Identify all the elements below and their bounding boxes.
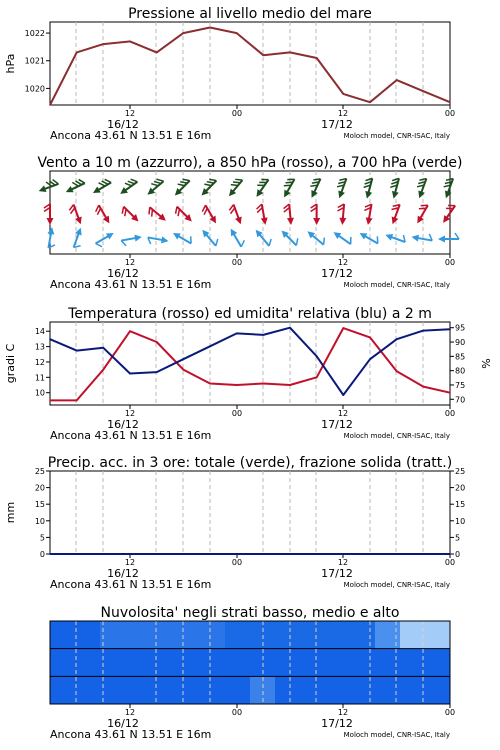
chart-title-4: Precip. acc. in 3 ore: totale (verde), frazione solida (tratt.): [47, 455, 453, 471]
y2-tick-label-3-5: 95: [455, 323, 466, 333]
date-label-2-1: 17/12: [321, 267, 353, 280]
cloud-cell-basso-7: [225, 676, 250, 704]
data-point-1-0-2: [103, 43, 105, 45]
x-tick-label-1-1: 00: [231, 109, 243, 118]
barb-head: [38, 185, 47, 194]
barb-head: [364, 217, 372, 225]
wind-barb-1-12: [362, 203, 375, 225]
wind-barb-0-15: [440, 176, 456, 199]
x-tick-label-2-3: 00: [444, 258, 456, 267]
wind-barb-0-8: [252, 176, 272, 199]
data-point-4-0-7: [236, 553, 238, 555]
wind-barb-1-11: [336, 204, 347, 226]
x-tick-label-4-3: 00: [444, 558, 456, 567]
wind-barb-1-13: [387, 202, 403, 225]
x-tick-label-4-1: 00: [231, 558, 243, 567]
data-point-1-0-14: [423, 90, 425, 92]
series-line-1-0: [50, 28, 450, 106]
data-point-1-0-6: [209, 27, 211, 29]
cloud-cell-medio-3: [125, 649, 150, 677]
data-point-3-0-11: [343, 327, 345, 329]
wind-barb-0-1: [63, 178, 86, 195]
barb-head: [47, 227, 55, 235]
wind-barb-2-2: [94, 230, 117, 249]
y-tick-label-3-1: 11: [34, 373, 45, 383]
wind-barb-0-12: [361, 177, 376, 200]
data-point-3-1-0: [49, 338, 51, 340]
wind-barb-2-15: [438, 233, 459, 243]
wind-barb-0-7: [224, 176, 245, 198]
data-point-3-0-13: [396, 370, 398, 372]
date-label-5-0: 16/12: [107, 717, 139, 730]
y-tick-label-3-2: 12: [34, 357, 45, 367]
model-credit-2: Moloch model, CNR-ISAC, Italy: [343, 281, 450, 289]
data-point-1-0-0: [49, 104, 51, 106]
cloud-cell-medio-2: [100, 649, 125, 677]
cloud-cell-alto-0: [50, 621, 75, 649]
data-point-4-0-9: [289, 553, 291, 555]
cloud-cell-medio-0: [50, 649, 75, 677]
barb-head: [416, 191, 425, 200]
y-tick-label-4-2: 10: [34, 516, 45, 526]
x-tick-label-1-2: 12: [337, 109, 349, 118]
cloud-cell-medio-7: [225, 649, 250, 677]
cloud-cell-alto-6: [200, 621, 225, 649]
cloud-cell-alto-15: [425, 621, 450, 649]
wind-barb-2-1: [70, 227, 86, 250]
data-point-3-0-2: [103, 369, 105, 371]
date-label-4-0: 16/12: [107, 567, 139, 580]
wind-barb-2-4: [147, 234, 169, 247]
data-point-3-1-14: [423, 330, 425, 332]
cloud-cell-basso-14: [400, 676, 425, 704]
wind-barb-1-10: [311, 204, 321, 225]
cloud-cell-alto-10: [300, 621, 325, 649]
data-point-3-1-8: [263, 334, 265, 336]
location-label-3: Ancona 43.61 N 13.51 E 16m: [50, 429, 212, 442]
data-point-3-0-3: [129, 330, 131, 332]
y2-tick-label-3-2: 80: [455, 366, 466, 376]
data-point-1-0-7: [236, 32, 238, 34]
y-tick-label-4-0: 0: [39, 550, 45, 559]
wind-barb-0-2: [90, 177, 113, 196]
data-point-3-0-10: [316, 377, 318, 379]
x-tick-label-3-0: 12: [124, 409, 136, 418]
model-credit-5: Moloch model, CNR-ISAC, Italy: [343, 731, 450, 739]
data-point-3-0-7: [236, 384, 238, 386]
data-point-1-0-15: [449, 101, 451, 103]
cloud-cell-basso-2: [100, 676, 125, 704]
wind-barb-2-11: [331, 227, 354, 247]
data-point-3-0-8: [263, 383, 265, 385]
cloud-cell-medio-15: [425, 649, 450, 677]
wind-barb-1-8: [256, 204, 269, 226]
cloud-cell-alto-13: [375, 621, 400, 649]
barb-head: [358, 230, 368, 240]
cloud-cell-medio-9: [275, 649, 300, 677]
x-tick-label-2-2: 12: [337, 258, 349, 267]
barb-head: [103, 216, 113, 226]
data-point-4-0-2: [103, 553, 105, 555]
cloud-cell-alto-3: [125, 621, 150, 649]
data-point-3-1-4: [156, 371, 158, 373]
wind-barb-0-9: [279, 176, 298, 199]
data-point-4-0-6: [209, 553, 211, 555]
data-point-1-0-4: [156, 52, 158, 54]
y2-tick-label-4-2: 10: [455, 516, 466, 526]
x-tick-label-4-2: 12: [337, 558, 349, 567]
barb-head: [235, 217, 244, 226]
date-label-3-1: 17/12: [321, 418, 353, 431]
model-credit-1: Moloch model, CNR-ISAC, Italy: [343, 132, 450, 140]
data-point-3-1-13: [396, 338, 398, 340]
data-point-1-0-5: [183, 32, 185, 34]
cloud-cell-medio-13: [375, 649, 400, 677]
data-point-3-0-6: [209, 383, 211, 385]
data-point-4-0-0: [49, 553, 51, 555]
cloud-cell-medio-11: [325, 649, 350, 677]
data-point-3-1-9: [289, 327, 291, 329]
data-point-1-0-10: [316, 57, 318, 59]
barb-head: [389, 217, 398, 226]
y-tick-label-4-5: 25: [34, 467, 45, 476]
y2-tick-label-3-4: 90: [455, 338, 466, 348]
data-point-3-1-7: [236, 333, 238, 335]
y-tick-label-3-0: 10: [34, 388, 45, 398]
x-tick-label-1-0: 12: [124, 109, 136, 118]
data-point-3-1-11: [343, 394, 345, 396]
barb-head: [171, 230, 181, 240]
data-point-1-0-12: [369, 101, 371, 103]
cloud-cell-basso-15: [425, 676, 450, 704]
barb-head: [287, 218, 295, 226]
barb-head: [313, 218, 320, 225]
y-tick-label-3-3: 13: [34, 342, 45, 352]
cloud-cell-basso-6: [200, 676, 225, 704]
x-tick-label-1-3: 00: [444, 109, 456, 118]
model-credit-3: Moloch model, CNR-ISAC, Italy: [343, 432, 450, 440]
cloud-cell-basso-1: [75, 676, 100, 704]
barb-head: [134, 233, 142, 241]
data-point-3-1-5: [183, 358, 185, 360]
data-point-3-0-0: [49, 400, 51, 402]
wind-barb-2-7: [228, 226, 247, 249]
barb-head: [384, 232, 393, 241]
plot-frame-4: [50, 471, 450, 554]
cloud-cell-alto-14: [400, 621, 425, 649]
cloud-cell-medio-10: [300, 649, 325, 677]
series-line-3-0: [50, 328, 450, 400]
location-label-1: Ancona 43.61 N 13.51 E 16m: [50, 129, 212, 142]
wind-barb-0-13: [388, 177, 403, 200]
cloud-cell-alto-2: [100, 621, 125, 649]
cloud-cell-alto-4: [150, 621, 175, 649]
cloud-cell-alto-12: [350, 621, 375, 649]
data-point-3-0-1: [76, 400, 78, 402]
data-point-4-0-5: [183, 553, 185, 555]
data-point-4-0-8: [263, 553, 265, 555]
y-tick-label-4-4: 20: [34, 483, 45, 493]
date-label-1-1: 17/12: [321, 118, 353, 131]
y2-tick-label-3-0: 70: [455, 395, 466, 405]
data-point-4-0-13: [396, 553, 398, 555]
barb-head: [161, 236, 169, 244]
cloud-cell-medio-14: [400, 649, 425, 677]
date-label-1-0: 16/12: [107, 118, 139, 131]
cloud-cell-medio-4: [150, 649, 175, 677]
data-point-1-0-1: [76, 52, 78, 54]
cloud-cell-basso-13: [375, 676, 400, 704]
data-point-1-0-8: [263, 54, 265, 56]
cloud-cell-basso-5: [175, 676, 200, 704]
date-label-2-0: 16/12: [107, 267, 139, 280]
data-point-4-0-11: [343, 553, 345, 555]
data-point-3-1-15: [449, 328, 451, 330]
chart-title-5: Nuvolosita' negli strati basso, medio e alto: [100, 605, 400, 621]
y2-tick-label-4-1: 5: [455, 533, 461, 543]
cloud-cell-basso-12: [350, 676, 375, 704]
data-point-3-0-9: [289, 384, 291, 386]
data-point-3-1-10: [316, 356, 318, 358]
y-tick-label-1-1: 1021: [24, 56, 45, 66]
data-point-3-1-6: [209, 346, 211, 348]
cloud-cell-alto-1: [75, 621, 100, 649]
cloud-cell-medio-5: [175, 649, 200, 677]
data-point-4-0-15: [449, 553, 451, 555]
y2-tick-label-3-1: 75: [455, 380, 466, 390]
cloud-cell-basso-3: [125, 676, 150, 704]
cloud-cell-alto-7: [225, 621, 250, 649]
y2-tick-label-4-5: 25: [455, 467, 466, 476]
data-point-4-0-10: [316, 553, 318, 555]
cloud-cell-alto-5: [175, 621, 200, 649]
y2-axis-label-3: %: [480, 358, 493, 369]
barb-head: [209, 216, 219, 226]
y-axis-label-4: mm: [4, 501, 17, 524]
cloud-cell-medio-6: [200, 649, 225, 677]
x-tick-label-2-1: 00: [231, 258, 243, 267]
barb-head: [390, 191, 399, 200]
location-label-5: Ancona 43.61 N 13.51 E 16m: [50, 728, 212, 741]
wind-barb-0-14: [414, 176, 430, 199]
date-label-4-1: 17/12: [321, 567, 353, 580]
wind-barb-1-9: [283, 204, 294, 226]
y2-tick-label-4-4: 20: [455, 483, 466, 493]
wind-barb-0-5: [171, 176, 193, 198]
wind-barb-0-0: [37, 178, 60, 194]
chart-title-1: Pressione al livello medio del mare: [128, 6, 372, 22]
y2-tick-label-4-0: 0: [455, 550, 461, 559]
data-point-1-0-3: [129, 41, 131, 43]
date-label-5-1: 17/12: [321, 717, 353, 730]
y-tick-label-4-3: 15: [34, 500, 45, 510]
data-point-4-0-14: [423, 553, 425, 555]
wind-barb-2-14: [411, 231, 433, 244]
data-point-3-0-14: [423, 386, 425, 388]
x-tick-label-3-3: 00: [444, 409, 456, 418]
cloud-cell-alto-11: [325, 621, 350, 649]
cloud-cell-basso-10: [300, 676, 325, 704]
wind-barb-0-10: [306, 176, 323, 199]
barb-head: [228, 227, 238, 237]
data-point-3-0-12: [369, 337, 371, 339]
wind-barb-1-0: [44, 204, 54, 225]
model-credit-4: Moloch model, CNR-ISAC, Italy: [343, 581, 450, 589]
data-point-3-0-5: [183, 369, 185, 371]
y-tick-label-1-2: 1022: [24, 29, 45, 39]
wind-barb-2-3: [121, 233, 143, 246]
x-tick-label-2-0: 12: [124, 258, 136, 267]
data-point-4-0-3: [129, 553, 131, 555]
cloud-cell-basso-0: [50, 676, 75, 704]
data-point-3-1-2: [103, 347, 105, 349]
data-point-3-1-1: [76, 350, 78, 352]
x-tick-label-3-2: 12: [337, 409, 349, 418]
wind-barb-0-4: [144, 177, 166, 198]
data-point-4-0-1: [76, 553, 78, 555]
data-point-3-1-12: [369, 358, 371, 360]
barb-head: [106, 230, 116, 240]
location-label-2: Ancona 43.61 N 13.51 E 16m: [50, 278, 212, 291]
wind-barb-2-12: [358, 228, 381, 247]
y-tick-label-4-1: 5: [39, 533, 45, 543]
x-tick-label-5-2: 12: [337, 708, 349, 717]
wind-barb-1-5: [173, 204, 195, 226]
y-tick-label-3-4: 14: [34, 327, 45, 337]
chart-title-2: Vento a 10 m (azzurro), a 850 hPa (rosso), a 700 hPa (verde): [37, 155, 463, 171]
x-tick-label-5-3: 00: [444, 708, 456, 717]
wind-barb-1-15: [438, 202, 458, 225]
data-point-3-0-4: [156, 341, 158, 343]
y2-tick-label-4-3: 15: [455, 500, 466, 510]
barb-head: [336, 191, 345, 200]
cloud-cell-basso-9: [275, 676, 300, 704]
wind-barb-0-11: [334, 176, 350, 199]
data-point-1-0-9: [289, 52, 291, 54]
wind-barb-1-14: [412, 202, 431, 225]
wind-barb-2-0: [45, 227, 58, 249]
data-point-1-0-13: [396, 79, 398, 81]
cloud-cell-medio-12: [350, 649, 375, 677]
barb-head: [438, 236, 445, 243]
data-point-1-0-11: [343, 93, 345, 95]
y-axis-label-1: hPa: [4, 53, 17, 74]
plot-frame-1: [50, 22, 450, 105]
barb-head: [339, 218, 347, 226]
x-tick-label-4-0: 12: [124, 558, 136, 567]
barb-head: [91, 186, 101, 196]
y-tick-label-1-0: 1020: [24, 84, 45, 94]
data-point-3-0-15: [449, 392, 451, 394]
cloud-cell-basso-4: [150, 676, 175, 704]
date-label-3-0: 16/12: [107, 418, 139, 431]
wind-barb-0-3: [117, 177, 140, 197]
barb-head: [64, 186, 73, 195]
y-axis-label-3: gradi C: [4, 343, 17, 384]
location-label-4: Ancona 43.61 N 13.51 E 16m: [50, 578, 212, 591]
data-point-3-1-3: [129, 373, 131, 375]
data-point-4-0-12: [369, 553, 371, 555]
x-tick-label-3-1: 00: [231, 409, 243, 418]
cloud-cell-medio-1: [75, 649, 100, 677]
wind-barb-1-4: [146, 205, 168, 226]
wind-barb-0-6: [197, 176, 219, 198]
cloud-cell-basso-11: [325, 676, 350, 704]
x-tick-label-5-0: 12: [124, 708, 136, 717]
cloud-cell-alto-9: [275, 621, 300, 649]
chart-title-3: Temperatura (rosso) ed umidita' relativa (blu) a 2 m: [68, 306, 432, 322]
barb-head: [261, 217, 269, 225]
wind-barb-1-3: [119, 204, 141, 226]
barb-head: [281, 190, 291, 200]
barb-head: [414, 216, 424, 226]
barb-head: [364, 191, 373, 200]
barb-head: [411, 233, 419, 241]
x-tick-label-5-1: 00: [231, 708, 243, 717]
y2-tick-label-3-3: 85: [455, 352, 466, 362]
barb-head: [47, 218, 54, 225]
data-point-4-0-4: [156, 553, 158, 555]
wind-barb-1-7: [228, 203, 244, 226]
